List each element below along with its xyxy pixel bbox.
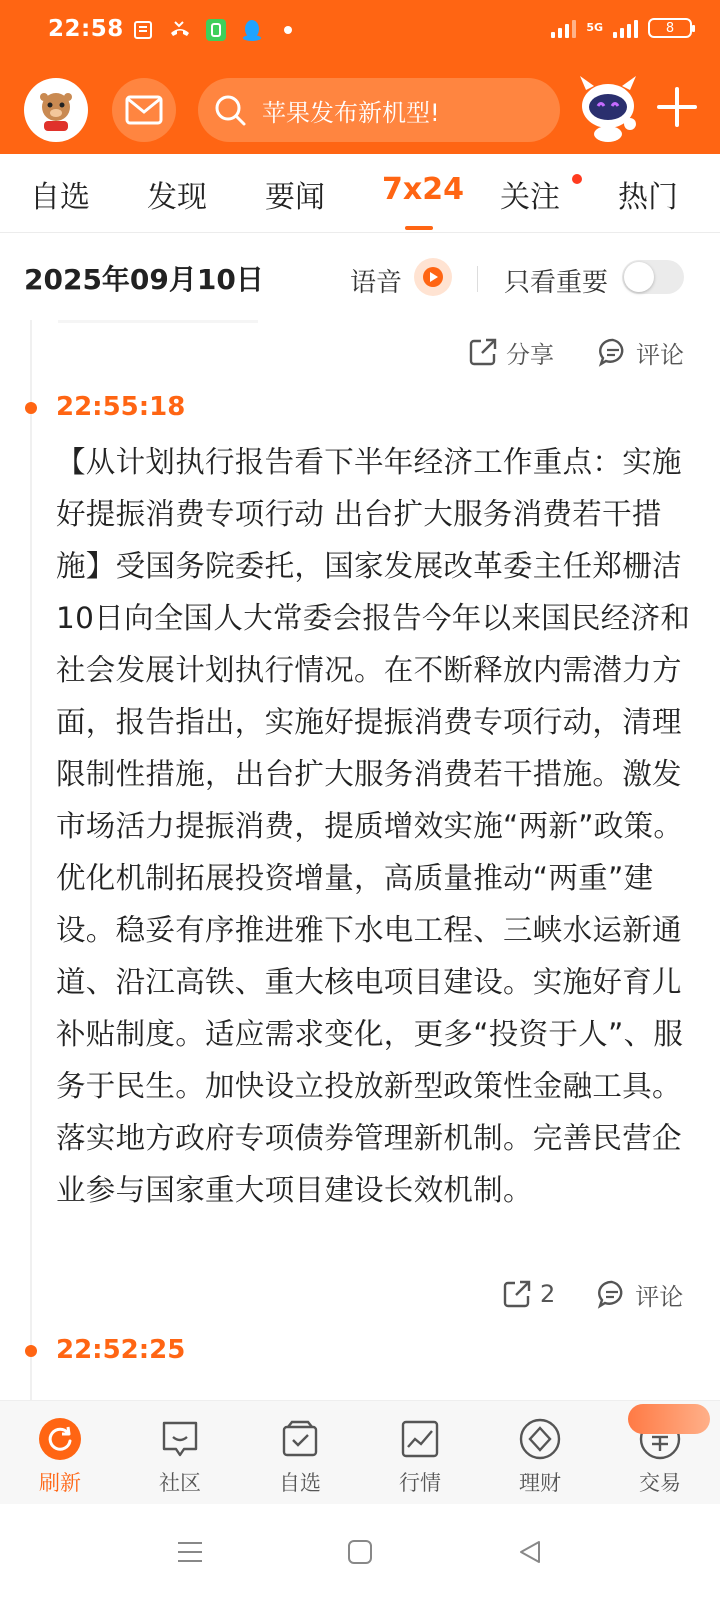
share-icon (468, 337, 498, 367)
filter-bar (0, 232, 720, 316)
prev-item-actions (468, 332, 684, 372)
previous-item-edge (58, 320, 258, 323)
timeline-dot (25, 402, 37, 414)
nav-label: 刷新 (39, 1471, 81, 1495)
nav-label: 理财 (519, 1471, 561, 1495)
toggle-knob (624, 262, 654, 292)
share-label: 分享 (506, 340, 554, 369)
voice-play-button[interactable] (414, 258, 452, 296)
important-only-label: 只看重要 (504, 268, 609, 298)
chart-icon (398, 1417, 442, 1461)
status-time: 22:58 (48, 16, 124, 42)
feed-date: 2025年09月10日 (24, 263, 264, 296)
important-only-toggle[interactable] (622, 260, 684, 294)
channel-tabs (0, 154, 720, 233)
nav-wealth[interactable] (490, 1417, 590, 1497)
voice-label[interactable]: 语音 (350, 268, 403, 298)
missed-call-icon (168, 18, 192, 42)
nav-market[interactable] (370, 1417, 470, 1497)
mail-icon (125, 95, 163, 125)
timeline-dot (25, 1345, 37, 1357)
robot-assistant-icon[interactable] (572, 72, 644, 144)
chat-bubble-icon (158, 1417, 202, 1461)
more-notifications-icon (276, 18, 300, 42)
share-button[interactable] (502, 1279, 555, 1309)
tab-favorites[interactable]: 自选 (30, 180, 90, 215)
message-button[interactable] (112, 78, 176, 142)
nav-community[interactable] (130, 1417, 230, 1497)
comment-label: 评论 (636, 340, 684, 369)
play-icon (422, 266, 444, 288)
following-badge-dot (572, 174, 582, 184)
home-icon[interactable] (344, 1536, 376, 1568)
comment-button[interactable] (597, 1277, 683, 1312)
search-bar[interactable] (198, 78, 560, 142)
menu-icon[interactable] (174, 1536, 206, 1568)
signal-icon (551, 18, 576, 38)
news-time: 22:52:25 (56, 1335, 186, 1365)
search-placeholder: 苹果发布新机型! (262, 98, 440, 127)
diamond-icon (518, 1417, 562, 1461)
search-icon (212, 92, 248, 128)
floating-promo-pill[interactable] (628, 1404, 710, 1434)
refresh-icon (38, 1417, 82, 1461)
plus-icon (657, 87, 697, 127)
app-badge-icon (204, 18, 228, 42)
network-type: 5G (586, 21, 603, 34)
qq-icon (240, 18, 264, 42)
app-header (0, 72, 720, 148)
tab-following[interactable]: 关注 (500, 180, 560, 215)
comment-icon (597, 1279, 627, 1309)
nav-watchlist[interactable] (250, 1417, 350, 1497)
tab-discover[interactable]: 发现 (147, 180, 207, 215)
news-icon (132, 18, 156, 42)
news-content[interactable]: 【从计划执行报告看下半年经济工作重点：实施好提振消费专项行动 出台扩大服务消费若干措施】受国务院委托，国家发展改革委主任郑栅洁10日向全国人大常委会报告今年以来国民经济和社会发展计划执行情况。在不断释放内需潜力方面，报告指出，实施好提振消费专项行动，清理限制性措施，出台扩大服务消费若干措施。激发市场活力提振消费，提质增效实施“两新”政策。优化机制拓展投资增量，高质量推动“两重”建设。稳妥有序推进雅下水电工程、三峡水运新通道、沿江高铁、重大核电项目建设。实施好育儿补贴制度。适应需求变化，更多“投资于人”、服务于民生。加快设立投放新型政策性金融工具。落实地方政府专项债券管理新机制。完善民营企业参与国家重大项目建设长效机制。 (56, 445, 691, 1207)
share-button[interactable] (468, 335, 554, 370)
nav-label: 社区 (159, 1471, 201, 1495)
news-item-actions (502, 1274, 683, 1314)
divider (477, 266, 478, 292)
status-right (551, 18, 692, 38)
comment-label: 评论 (635, 1282, 684, 1311)
status-bar (0, 0, 720, 64)
nav-label: 自选 (279, 1471, 321, 1495)
nav-label: 交易 (639, 1471, 681, 1495)
share-count: 2 (540, 1280, 556, 1308)
notification-icons (132, 18, 300, 42)
tab-hot[interactable]: 热门 (618, 180, 678, 215)
share-icon (502, 1279, 532, 1309)
checked-box-icon (278, 1417, 322, 1461)
comment-icon (598, 337, 628, 367)
tab-7x24[interactable]: 7x24 (382, 172, 464, 207)
bottom-nav (0, 1400, 720, 1505)
battery-level: 8 (665, 20, 675, 36)
nav-refresh[interactable] (10, 1417, 110, 1497)
system-nav-bar (0, 1504, 720, 1600)
tab-headlines[interactable]: 要闻 (265, 180, 325, 215)
news-time: 22:55:18 (56, 392, 186, 422)
avatar[interactable] (24, 78, 88, 142)
timeline-line (30, 320, 32, 1400)
nav-label: 行情 (399, 1471, 441, 1495)
back-icon[interactable] (514, 1536, 546, 1568)
add-button[interactable] (652, 82, 702, 132)
battery-icon (648, 18, 692, 38)
active-tab-indicator (405, 226, 433, 230)
signal-icon-2 (613, 18, 638, 38)
comment-button[interactable] (598, 335, 684, 370)
